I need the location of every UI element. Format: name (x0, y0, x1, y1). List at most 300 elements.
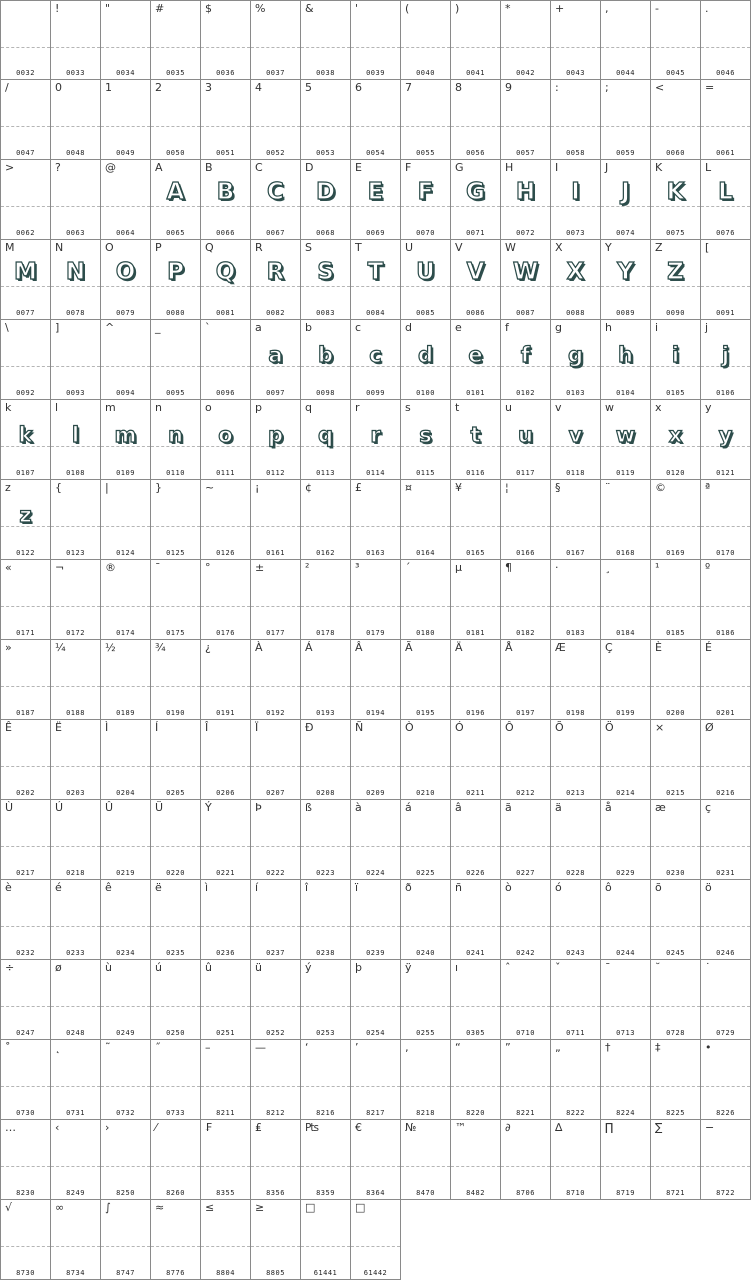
baseline-guide (501, 1006, 550, 1007)
glyph-cell (501, 160, 551, 240)
baseline-guide (501, 846, 550, 847)
baseline-guide (651, 206, 700, 207)
glyph-char-label: V (455, 241, 463, 254)
glyph-cell (51, 480, 101, 560)
glyph-char-label: Z (655, 241, 663, 254)
baseline-guide (101, 766, 150, 767)
baseline-guide (1, 1246, 50, 1247)
glyph-char-label: - (655, 2, 659, 15)
glyph-code: 0117 (516, 469, 535, 477)
glyph-char-label: U (405, 241, 414, 254)
glyph-char-label: E (355, 161, 362, 174)
glyph-cell (401, 160, 451, 240)
glyph-code: 0248 (66, 1029, 85, 1037)
glyph-code: 0191 (216, 709, 235, 717)
glyph-char-label: = (705, 81, 715, 94)
glyph-code: 0110 (166, 469, 185, 477)
baseline-guide (451, 846, 500, 847)
glyph-sample: b (317, 343, 334, 367)
baseline-guide (251, 1086, 300, 1087)
baseline-guide (651, 1166, 700, 1167)
glyph-cell (151, 320, 201, 400)
glyph-code: 0115 (416, 469, 435, 477)
glyph-cell (201, 720, 251, 800)
glyph-code: 0099 (366, 389, 385, 397)
glyph-char-label: ≥ (255, 1201, 265, 1214)
glyph-char-label: ¹ (655, 561, 660, 574)
empty-cell (601, 1200, 651, 1280)
glyph-cell (151, 480, 201, 560)
glyph-cell (501, 1040, 551, 1120)
glyph-char-label: À (255, 641, 263, 654)
baseline-guide (401, 846, 450, 847)
baseline-guide (301, 766, 350, 767)
glyph-cell (651, 160, 701, 240)
glyph-cell (551, 1120, 601, 1200)
glyph-code: 0046 (716, 69, 735, 77)
glyph-sample: i (671, 343, 680, 367)
glyph-char-label: ³ (355, 561, 360, 574)
glyph-cell (101, 720, 151, 800)
baseline-guide (201, 126, 250, 127)
glyph-cell (351, 400, 401, 480)
glyph-cell (201, 1040, 251, 1120)
baseline-guide (151, 1086, 200, 1087)
baseline-guide (1, 47, 50, 48)
baseline-guide (201, 1166, 250, 1167)
glyph-char-label: q (305, 401, 312, 414)
glyph-cell (551, 0, 601, 80)
glyph-char-label: „ (555, 1041, 561, 1054)
glyph-code: 0118 (566, 469, 585, 477)
glyph-cell (701, 560, 751, 640)
baseline-guide (101, 606, 150, 607)
baseline-guide (401, 686, 450, 687)
baseline-guide (601, 47, 650, 48)
glyph-cell (651, 960, 701, 1040)
glyph-code: 0041 (466, 69, 485, 77)
glyph-row (0, 0, 751, 80)
glyph-cell (701, 0, 751, 80)
glyph-char-label: µ (455, 561, 462, 574)
glyph-char-label: ¯ (155, 561, 161, 574)
glyph-sample: F (417, 179, 434, 205)
glyph-cell (251, 1120, 301, 1200)
glyph-char-label: ÿ (405, 961, 412, 974)
baseline-guide (201, 47, 250, 48)
glyph-cell (151, 960, 201, 1040)
glyph-code: 0116 (466, 469, 485, 477)
glyph-char-label: v (555, 401, 562, 414)
baseline-guide (51, 686, 100, 687)
glyph-char-label: € (355, 1121, 362, 1134)
glyph-code: 0212 (516, 789, 535, 797)
baseline-guide (51, 1006, 100, 1007)
glyph-char-label: ñ (455, 881, 462, 894)
baseline-guide (151, 286, 200, 287)
glyph-code: 0061 (716, 149, 735, 157)
glyph-cell (551, 800, 601, 880)
glyph-char-label: í (255, 881, 259, 894)
glyph-char-label: ! (55, 2, 60, 15)
baseline-guide (51, 286, 100, 287)
glyph-char-label: ∞ (55, 1201, 65, 1214)
glyph-char-label: ¬ (55, 561, 65, 574)
glyph-cell (301, 0, 351, 80)
glyph-char-label: ; (605, 81, 609, 94)
glyph-cell (301, 960, 351, 1040)
glyph-code: 0166 (516, 549, 535, 557)
baseline-guide (501, 606, 550, 607)
glyph-code: 0126 (216, 549, 235, 557)
baseline-guide (601, 846, 650, 847)
baseline-guide (601, 1006, 650, 1007)
glyph-code: 0177 (266, 629, 285, 637)
baseline-guide (351, 206, 400, 207)
glyph-cell (551, 160, 601, 240)
glyph-code: 0184 (616, 629, 635, 637)
glyph-code: 0072 (516, 229, 535, 237)
glyph-sample: n (168, 423, 183, 447)
baseline-guide (401, 1166, 450, 1167)
baseline-guide (651, 126, 700, 127)
baseline-guide (351, 1166, 400, 1167)
glyph-code: 0192 (266, 709, 285, 717)
glyph-char-label: n (155, 401, 162, 414)
baseline-guide (51, 366, 100, 367)
glyph-char-label: ˛ (55, 1041, 61, 1054)
baseline-guide (51, 1086, 100, 1087)
glyph-code: 8719 (616, 1189, 635, 1197)
glyph-cell (101, 800, 151, 880)
glyph-cell (651, 1040, 701, 1120)
glyph-cell (351, 1040, 401, 1120)
glyph-cell (401, 560, 451, 640)
glyph-cell (101, 640, 151, 720)
glyph-char-label: Ê (5, 721, 12, 734)
glyph-cell (201, 0, 251, 80)
glyph-code: 0079 (116, 309, 135, 317)
glyph-char-label: 7 (405, 81, 412, 94)
glyph-code: 0085 (416, 309, 435, 317)
glyph-char-label: ¢ (305, 481, 312, 494)
glyph-char-label: 5 (305, 81, 312, 94)
baseline-guide (701, 686, 750, 687)
glyph-char-label: S (305, 241, 312, 254)
glyph-char-label: _ (155, 321, 161, 334)
baseline-guide (551, 206, 600, 207)
glyph-char-label: Æ (555, 641, 566, 654)
glyph-code: 8222 (566, 1109, 585, 1117)
glyph-code: 0102 (516, 389, 535, 397)
glyph-char-label: . (705, 2, 709, 15)
baseline-guide (701, 126, 750, 127)
glyph-char-label: ü (255, 961, 262, 974)
glyph-char-label: ‘ (305, 1041, 309, 1054)
glyph-code: 8734 (66, 1269, 85, 1277)
glyph-char-label: ₧ (305, 1121, 319, 1134)
empty-cell (551, 1200, 601, 1280)
glyph-cell (701, 80, 751, 160)
glyph-code: 0077 (16, 309, 35, 317)
glyph-row (0, 1200, 751, 1280)
baseline-guide (601, 686, 650, 687)
glyph-char-label: s (405, 401, 411, 414)
glyph-code: 0120 (666, 469, 685, 477)
glyph-cell (651, 1120, 701, 1200)
glyph-cell (301, 800, 351, 880)
glyph-cell (0, 160, 51, 240)
baseline-guide (401, 47, 450, 48)
glyph-char-label: É (705, 641, 712, 654)
glyph-cell (551, 400, 601, 480)
glyph-cell (0, 1040, 51, 1120)
glyph-code: 0101 (466, 389, 485, 397)
glyph-cell (101, 160, 151, 240)
baseline-guide (551, 606, 600, 607)
glyph-cell (451, 1040, 501, 1120)
glyph-code: 0253 (316, 1029, 335, 1037)
baseline-guide (701, 926, 750, 927)
glyph-code: 0224 (366, 869, 385, 877)
glyph-char-label: · (555, 561, 559, 574)
glyph-cell (401, 640, 451, 720)
glyph-char-label: 2 (155, 81, 162, 94)
baseline-guide (301, 1006, 350, 1007)
glyph-sample: Z (667, 259, 684, 285)
glyph-code: 0728 (666, 1029, 685, 1037)
glyph-cell (201, 960, 251, 1040)
glyph-char-label: ß (305, 801, 312, 814)
baseline-guide (301, 1246, 350, 1247)
empty-cell (701, 1200, 751, 1280)
glyph-cell (151, 800, 201, 880)
glyph-char-label: þ (355, 961, 362, 974)
glyph-code: 0199 (616, 709, 635, 717)
glyph-cell (101, 400, 151, 480)
glyph-code: 0208 (316, 789, 335, 797)
glyph-code: 0033 (66, 69, 85, 77)
glyph-char-label: ™ (455, 1121, 466, 1134)
glyph-char-label: ` (205, 321, 211, 334)
glyph-cell (451, 320, 501, 400)
glyph-code: 8224 (616, 1109, 635, 1117)
baseline-guide (301, 126, 350, 127)
baseline-guide (351, 606, 400, 607)
glyph-code: 8747 (116, 1269, 135, 1277)
glyph-char-label: ⁄ (155, 1121, 157, 1134)
baseline-guide (551, 1086, 600, 1087)
glyph-code: 8216 (316, 1109, 335, 1117)
glyph-char-label: Ô (505, 721, 514, 734)
glyph-cell (251, 640, 301, 720)
baseline-guide (201, 766, 250, 767)
glyph-char-label: ä (555, 801, 562, 814)
glyph-char-label: j (705, 321, 709, 334)
glyph-code: 0108 (66, 469, 85, 477)
glyph-char-label: b (305, 321, 312, 334)
glyph-cell (501, 0, 551, 80)
baseline-guide (451, 526, 500, 527)
baseline-guide (551, 286, 600, 287)
baseline-guide (101, 526, 150, 527)
glyph-sample: C (267, 179, 284, 205)
glyph-code: 8217 (366, 1109, 385, 1117)
glyph-cell (101, 480, 151, 560)
glyph-code: 0213 (566, 789, 585, 797)
baseline-guide (651, 526, 700, 527)
baseline-guide (401, 1006, 450, 1007)
glyph-cell (351, 560, 401, 640)
glyph-code: 0084 (366, 309, 385, 317)
glyph-char-label: " (105, 2, 111, 15)
glyph-cell (601, 800, 651, 880)
glyph-code: 0193 (316, 709, 335, 717)
baseline-guide (51, 926, 100, 927)
baseline-guide (351, 526, 400, 527)
glyph-code: 0092 (16, 389, 35, 397)
glyph-cell (601, 0, 651, 80)
glyph-char-label: › (105, 1121, 110, 1134)
glyph-cell (51, 1120, 101, 1200)
baseline-guide (451, 286, 500, 287)
baseline-guide (451, 126, 500, 127)
baseline-guide (151, 686, 200, 687)
baseline-guide (151, 1246, 200, 1247)
glyph-code: 0242 (516, 949, 535, 957)
glyph-sample: B (216, 179, 235, 205)
glyph-code: 0171 (16, 629, 35, 637)
glyph-char-label: I (555, 161, 559, 174)
glyph-cell (151, 0, 201, 80)
glyph-code: 0093 (66, 389, 85, 397)
glyph-char-label: ₤ (255, 1121, 262, 1134)
glyph-row (0, 720, 751, 800)
glyph-char-label: □ (355, 1201, 366, 1214)
baseline-guide (651, 846, 700, 847)
baseline-guide (101, 846, 150, 847)
baseline-guide (201, 1086, 250, 1087)
baseline-guide (101, 926, 150, 927)
glyph-char-label: H (505, 161, 514, 174)
glyph-sample: R (266, 259, 285, 285)
glyph-char-label: Ó (455, 721, 464, 734)
glyph-char-label: − (705, 1121, 715, 1134)
glyph-code: 8722 (716, 1189, 735, 1197)
glyph-char-label: ¾ (155, 641, 166, 654)
glyph-sample: K (666, 179, 685, 205)
glyph-char-label: • (705, 1041, 712, 1054)
glyph-cell (301, 1040, 351, 1120)
glyph-sample: Y (617, 259, 634, 285)
glyph-code: 0305 (466, 1029, 485, 1037)
glyph-cell (301, 400, 351, 480)
glyph-char-label: ≈ (155, 1201, 165, 1214)
glyph-sample: f (520, 343, 531, 367)
glyph-code: 0732 (116, 1109, 135, 1117)
glyph-cell (301, 720, 351, 800)
glyph-cell (601, 880, 651, 960)
glyph-cell (201, 80, 251, 160)
glyph-cell (251, 560, 301, 640)
baseline-guide (351, 686, 400, 687)
baseline-guide (201, 1006, 250, 1007)
glyph-char-label: Å (505, 641, 513, 654)
glyph-char-label: d (405, 321, 412, 334)
baseline-guide (1, 286, 50, 287)
baseline-guide (151, 1006, 200, 1007)
glyph-cell (251, 400, 301, 480)
glyph-cell (601, 640, 651, 720)
glyph-code: 0161 (266, 549, 285, 557)
glyph-cell (651, 0, 701, 80)
glyph-cell (251, 1040, 301, 1120)
baseline-guide (1, 846, 50, 847)
baseline-guide (351, 47, 400, 48)
glyph-sample: I (571, 179, 580, 205)
glyph-char-label: é (55, 881, 62, 894)
baseline-guide (301, 206, 350, 207)
glyph-code: 0112 (266, 469, 285, 477)
glyph-cell (701, 720, 751, 800)
glyph-cell (351, 0, 401, 80)
glyph-code: 0164 (416, 549, 435, 557)
glyph-char-label: ¿ (205, 641, 211, 654)
glyph-code: 0111 (216, 469, 235, 477)
glyph-code: 8721 (666, 1189, 685, 1197)
glyph-code: 8250 (116, 1189, 135, 1197)
baseline-guide (301, 47, 350, 48)
glyph-cell (401, 880, 451, 960)
glyph-code: 0042 (516, 69, 535, 77)
glyph-char-label: Ü (155, 801, 164, 814)
glyph-char-label: ý (305, 961, 312, 974)
baseline-guide (151, 526, 200, 527)
glyph-cell (51, 80, 101, 160)
glyph-code: 0196 (466, 709, 485, 717)
glyph-char-label: C (255, 161, 263, 174)
glyph-char-label: 0 (55, 81, 62, 94)
glyph-code: 0063 (66, 229, 85, 237)
glyph-cell (701, 880, 751, 960)
glyph-code: 0086 (466, 309, 485, 317)
glyph-cell (551, 1040, 601, 1120)
baseline-guide (1, 1006, 50, 1007)
glyph-cell (101, 880, 151, 960)
baseline-guide (451, 686, 500, 687)
glyph-cell (601, 1120, 651, 1200)
baseline-guide (301, 606, 350, 607)
glyph-code: 0054 (366, 149, 385, 157)
glyph-code: 0090 (666, 309, 685, 317)
glyph-char-label: ú (155, 961, 162, 974)
glyph-sample: N (65, 259, 86, 285)
glyph-char-label: î (305, 881, 309, 894)
glyph-char-label: } (155, 481, 162, 494)
baseline-guide (151, 366, 200, 367)
glyph-code: 0060 (666, 149, 685, 157)
glyph-code: 0227 (516, 869, 535, 877)
glyph-char-label: Î (205, 721, 209, 734)
glyph-code: 0106 (716, 389, 735, 397)
glyph-code: 0250 (166, 1029, 185, 1037)
glyph-cell (301, 240, 351, 320)
glyph-cell (601, 720, 651, 800)
baseline-guide (701, 846, 750, 847)
baseline-guide (651, 286, 700, 287)
glyph-cell (701, 480, 751, 560)
glyph-cell (351, 480, 401, 560)
